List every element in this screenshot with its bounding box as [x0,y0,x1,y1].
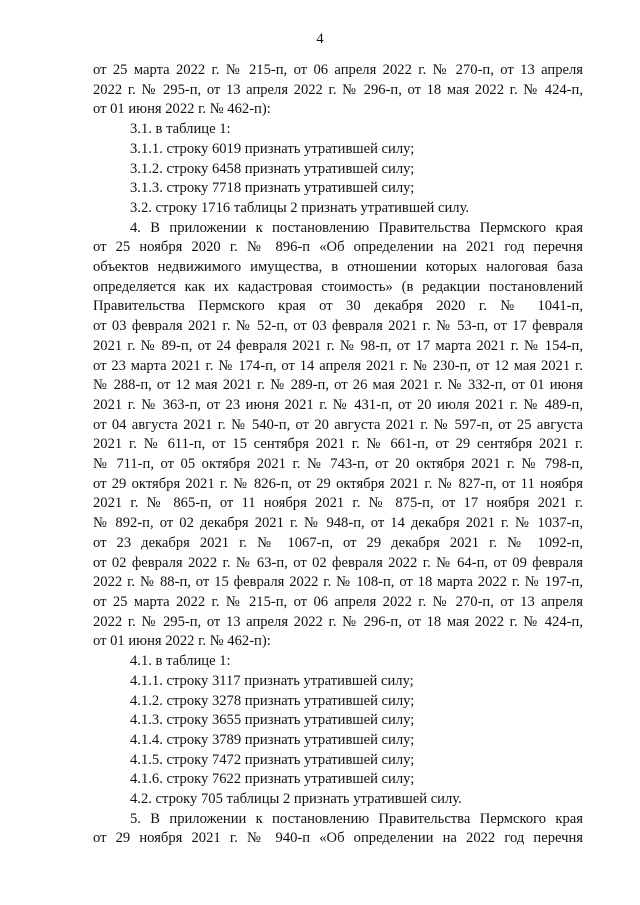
text-line: от 01 июня 2022 г. № 462-п): [93,101,271,118]
text-line: 4.1.1. строку 3117 признать утратившей силу; [130,672,414,689]
text-line: 3.1.2. строку 6458 признать утратившей силу; [130,160,415,177]
document-body [93,61,583,849]
text-line: от 23 декабря 2021 г. № 1067-п, от 29 декабря 2021 г. № 1092-п, [93,534,583,551]
text-line: № 288-п, от 12 мая 2021 г. № 289-п, от 26 мая 2021 г. № 332-п, от 01 июня [93,377,583,394]
text-line: 2021 г. № 611-п, от 15 сентября 2021 г. № 661-п, от 29 сентября 2021 г. [93,436,583,453]
text-line: Правительства Пермского края от 30 декабря 2020 г. № 1041-п, [93,298,583,315]
text-line: № 711-п, от 05 октября 2021 г. № 743-п, от 20 октября 2021 г. № 798-п, [93,456,583,473]
text-line: 4. В приложении к постановлению Правительства Пермского края [130,219,583,236]
text-line: 4.1.3. строку 3655 признать утратившей силу; [130,712,415,729]
text-line: 2021 г. № 89-п, от 24 февраля 2021 г. № 98-п, от 17 марта 2021 г. № 154-п, [93,337,583,354]
text-line: от 25 марта 2022 г. № 215-п, от 06 апреля 2022 г. № 270-п, от 13 апреля [93,62,583,78]
text-line: объектов недвижимого имущества, в отношении которых налоговая база [93,259,583,276]
text-line: от 29 ноября 2021 г. № 940-п «Об определении на 2022 год перечня [93,830,583,847]
text-line: от 25 марта 2022 г. № 215-п, от 06 апреля 2022 г. № 270-п, от 13 апреля [93,593,583,610]
text-line: от 03 февраля 2021 г. № 52-п, от 03 февраля 2021 г. № 53-п, от 17 февраля [93,318,583,335]
page-number: 4 [316,31,324,47]
text-line: 3.1. в таблице 1: [130,121,231,138]
text-line: 3.1.3. строку 7718 признать утратившей силу; [130,180,415,197]
text-line: 5. В приложении к постановлению Правительства Пермского края [130,810,583,827]
text-line: 2022 г. № 295-п, от 13 апреля 2022 г. № 296-п, от 18 мая 2022 г. № 424-п, [93,81,583,98]
text-line: 2022 г. № 88-п, от 15 февраля 2022 г. № 108-п, от 18 марта 2022 г. № 197-п, [93,574,583,591]
text-line: от 02 февраля 2022 г. № 63-п, от 02 февраля 2022 г. № 64-п, от 09 февраля [93,554,583,571]
text-line: 4.1.2. строку 3278 признать утратившей силу; [130,692,415,709]
text-line: определяется как их кадастровая стоимость» (в редакции постановлений [93,278,583,295]
text-line: 4.2. строку 705 таблицы 2 признать утратившей силу. [130,791,462,808]
text-line: от 25 ноября 2020 г. № 896-п «Об определении на 2021 год перечня [93,239,583,256]
text-line: 4.1.4. строку 3789 признать утратившей силу; [130,731,415,748]
text-line: от 04 августа 2021 г. № 540-п, от 20 августа 2021 г. № 597-п, от 25 августа [93,416,583,433]
text-line: от 29 октября 2021 г. № 826-п, от 29 октября 2021 г. № 827-п, от 11 ноября [93,475,583,492]
text-line: 3.2. строку 1716 таблицы 2 признать утратившей силу. [130,199,470,216]
text-line: 4.1.6. строку 7622 признать утратившей силу; [130,771,415,788]
text-line: 3.1.1. строку 6019 признать утратившей силу; [130,140,415,157]
text-line: от 01 июня 2022 г. № 462-п): [93,633,271,650]
text-line: 2021 г. № 363-п, от 23 июня 2021 г. № 431-п, от 20 июля 2021 г. № 489-п, [93,396,583,413]
text-line: от 23 марта 2021 г. № 174-п, от 14 апреля 2021 г. № 230-п, от 12 мая 2021 г. [93,357,583,374]
text-line: № 892-п, от 02 декабря 2021 г. № 948-п, от 14 декабря 2021 г. № 1037-п, [93,515,583,532]
text-line: 4.1.5. строку 7472 признать утратившей силу; [130,751,415,768]
text-line: 2022 г. № 295-п, от 13 апреля 2022 г. № 296-п, от 18 мая 2022 г. № 424-п, [93,613,583,630]
text-line: 2021 г. № 865-п, от 11 ноября 2021 г. № 875-п, от 17 ноября 2021 г. [93,495,583,512]
text-line: 4.1. в таблице 1: [130,653,231,670]
